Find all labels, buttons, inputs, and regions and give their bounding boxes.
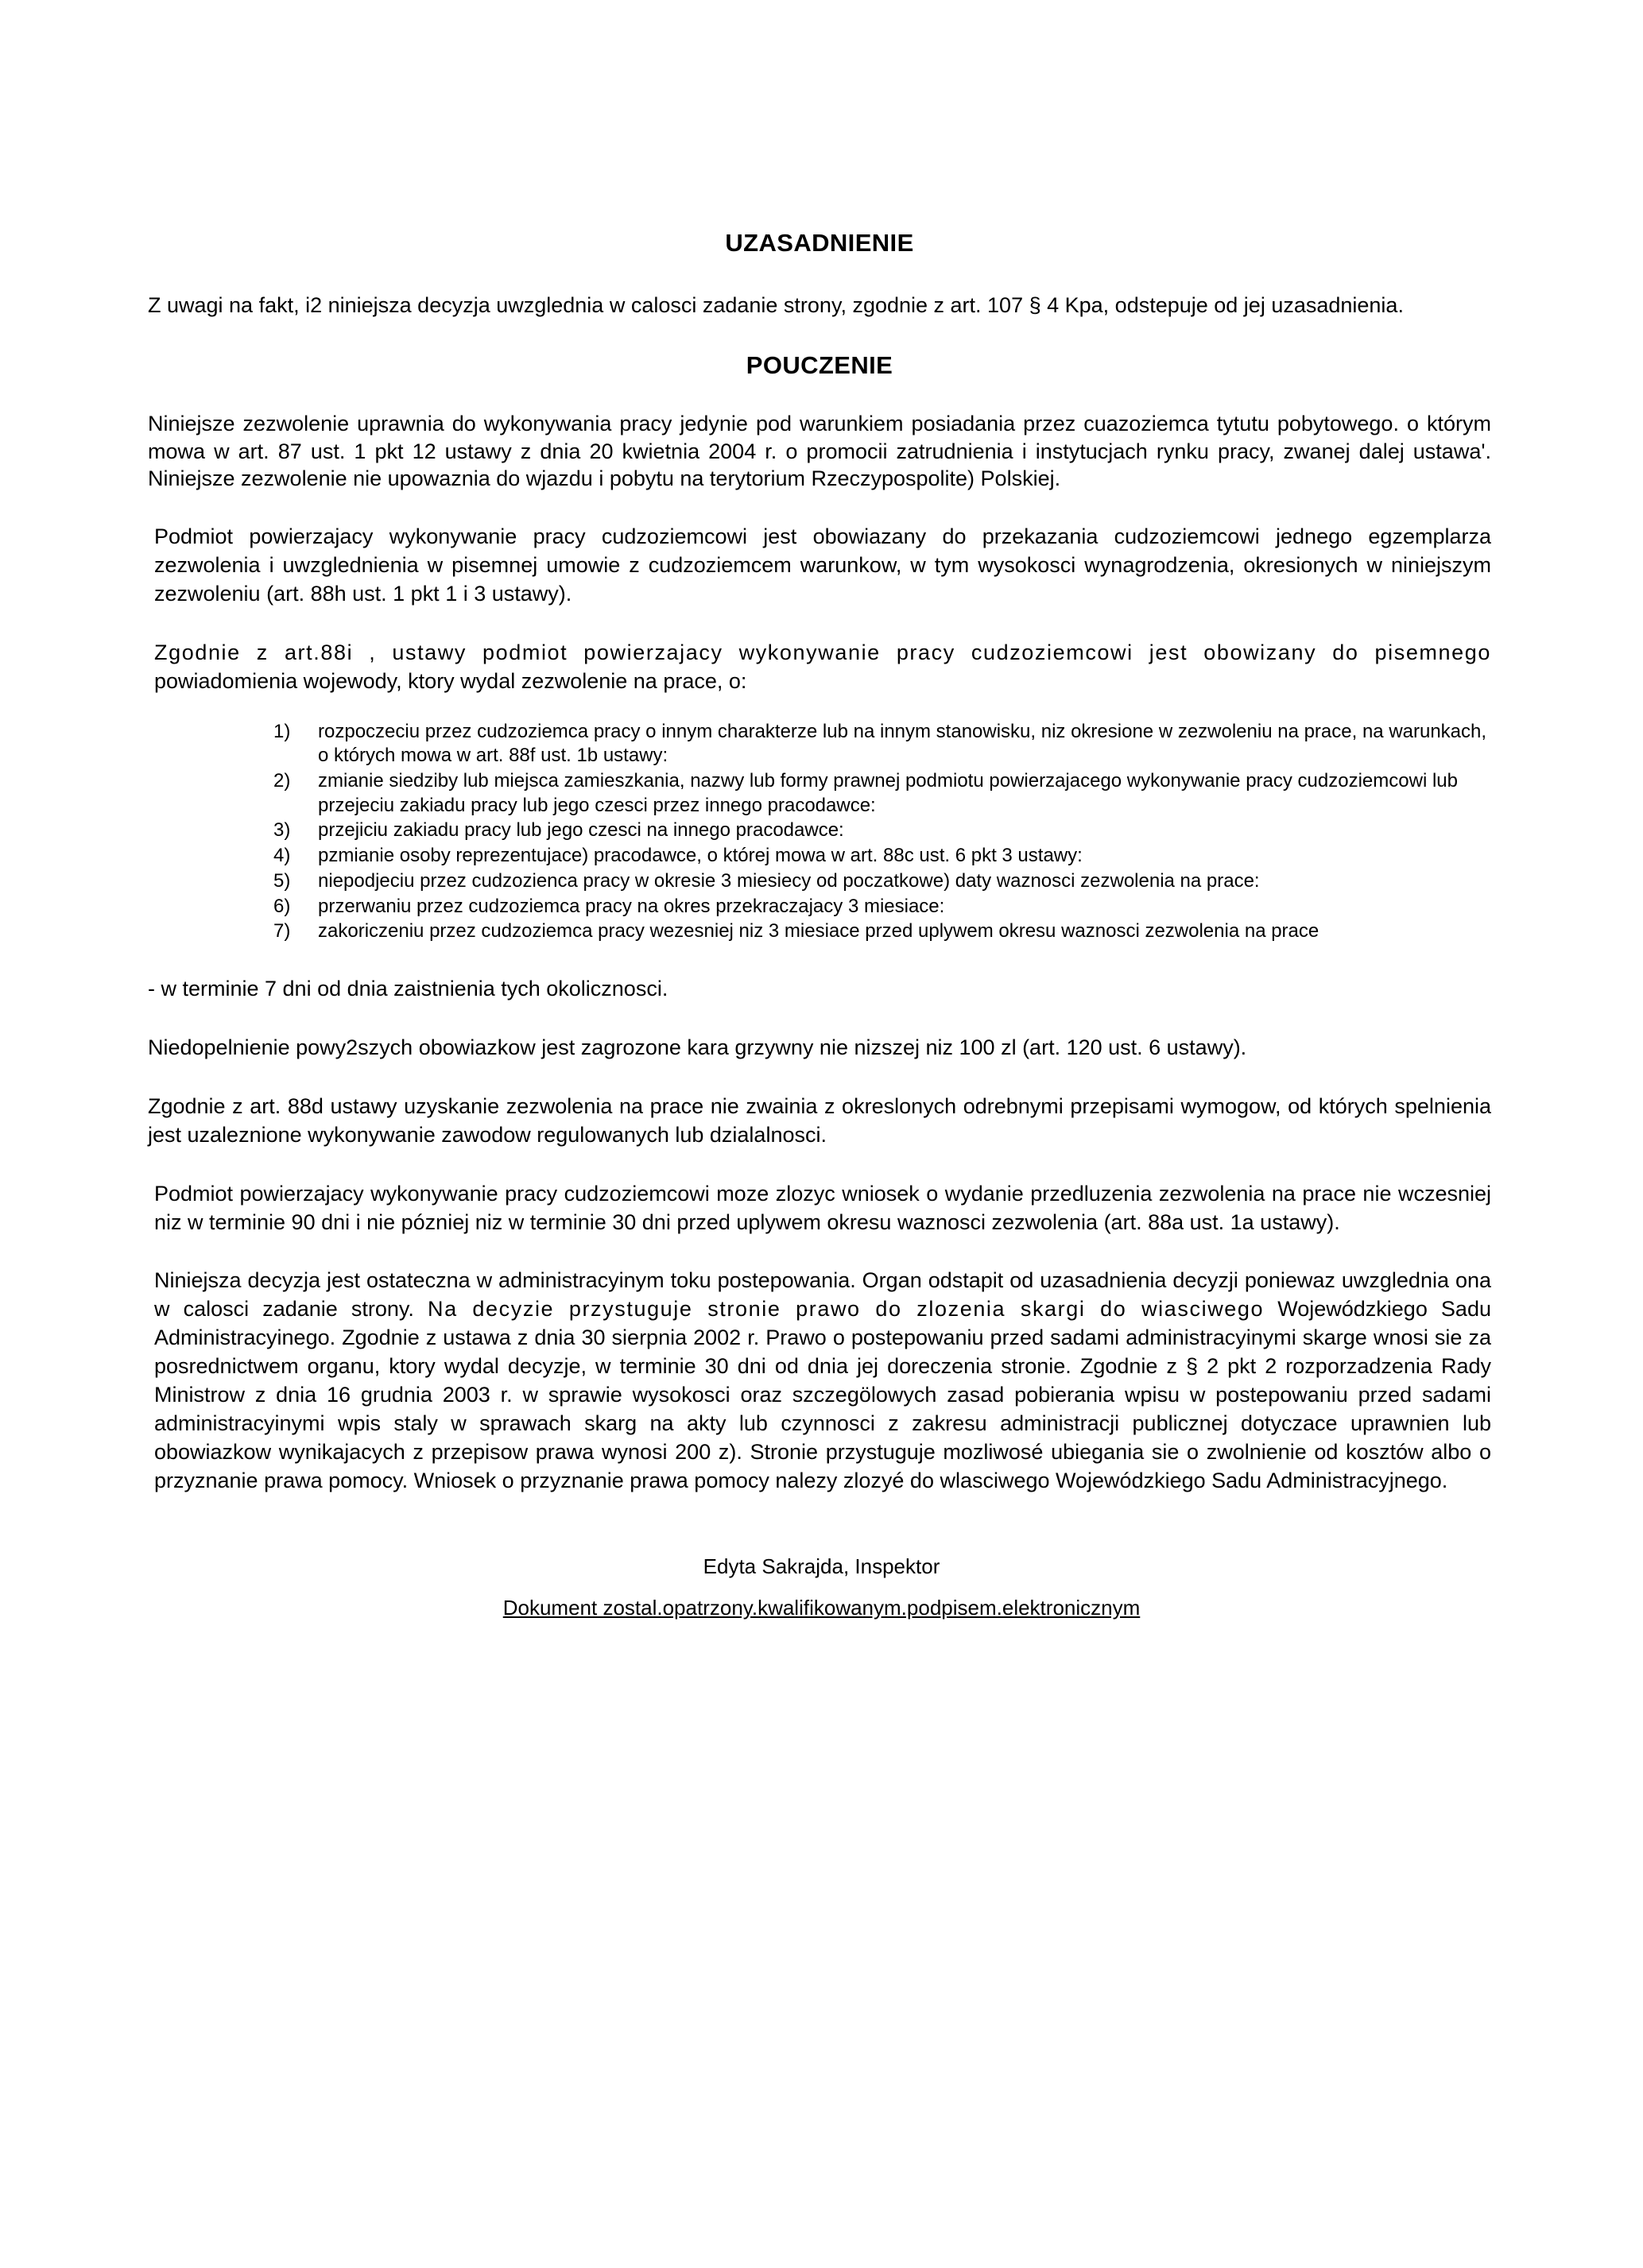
list-item bbox=[259, 819, 1491, 843]
paragraph-7: Podmiot powierzajacy wykonywanie pracy cudzoziemcowi moze zlozyc wniosek o wydanie przedluzenia zezwolenia na prace nie wczesniej niz w terminie 90 dni i nie pózniej niz w terminie 30 dni przed uplywem okresu waznosci zezwolenia (art. 88a ust. 1a ustawy). bbox=[154, 1181, 1491, 1234]
paragraph-deadline: - w terminie 7 dni od dnia zaistnienia tych okolicznosci. bbox=[148, 977, 668, 1001]
list-item bbox=[259, 869, 1491, 894]
heading-uzasadnienie: UZASADNIENIE bbox=[725, 229, 914, 257]
notification-list bbox=[259, 696, 1491, 944]
list-item-text: zakoriczeniu przez cudzoziemca pracy wezesniej niz 3 miesiace przed uplywem okresu waznosci zezwolenia na prace bbox=[318, 920, 1319, 942]
electronic-signature-note: Dokument zostal.opatrzony.kwalifikowanym.podpisem.elektronicznym bbox=[502, 1595, 1141, 1620]
list-item-text: niepodjeciu przez cudzozienca pracy w okresie 3 miesiecy od poczatkowe) daty waznosci zezwolenia na prace: bbox=[318, 869, 1260, 892]
notification-list-wrapper bbox=[148, 696, 1491, 944]
list-item-number: 2) bbox=[273, 770, 291, 791]
list-item bbox=[259, 844, 1491, 869]
list-item-number: 1) bbox=[273, 720, 291, 742]
list-item-text: przerwaniu przez cudzoziemca pracy na okres przekraczajacy 3 miesiace: bbox=[318, 895, 945, 917]
paragraph-3-rest: powiadomienia wojewody, ktory wydal zezwolenie na prace, o: bbox=[154, 668, 747, 693]
heading-pouczenie: POUCZENIE bbox=[746, 351, 893, 380]
document-body bbox=[148, 0, 1491, 1496]
paragraph-uzasadnienie: Z uwagi na fakt, i2 niniejsza decyzja uwzglednia w calosci zadanie strony, zgodnie z art. 107 § 4 Kpa, odstepuje od jej uzasadnienia. bbox=[148, 293, 1404, 317]
list-item bbox=[259, 769, 1491, 818]
list-item-number: 7) bbox=[273, 920, 291, 942]
list-item bbox=[259, 895, 1491, 919]
paragraph-2: Podmiot powierzajacy wykonywanie pracy cudzoziemcowi jest obowiazany do przekazania cudzoziemcowi jednego egzemplarza zezwolenia i uwzglednienia w pisemnej umowie z cudzoziemcem warunkow, w tym wysokosci wynagrodzenia, okresionych w niniejszym zezwoleniu (art. 88h ust. 1 pkt 1 i 3 ustawy). bbox=[154, 524, 1491, 606]
paragraph-penalty: Niedopelnienie powy2szych obowiazkow jest zagrozone kara grzywny nie nizszej niz 100 zl (art. 120 ust. 6 ustawy). bbox=[148, 1035, 1247, 1059]
paragraph-appeal-part-a: Niniejsza decyzja jest ostateczna w administracyinym toku postepowania. Organ odstapit od uzasadnienia decyzji poniewaz uwzglednia ona w calosci zadanie strony. bbox=[154, 1268, 1491, 1322]
list-item-number: 5) bbox=[273, 869, 291, 892]
list-item bbox=[259, 720, 1491, 768]
signer-name: Edyta Sakrajda, Inspektor bbox=[703, 1554, 940, 1578]
paragraph-appeal-part-b: Wojewódzkiego Sadu Administracyinego. Zgodnie z ustawa z dnia 30 sierpnia 2002 r. Prawo o postepowaniu przed sadami administracyinymi skarge wnosi sie za posrednictwem organu, ktory wydal decyzje, w terminie 30 dni od dnia jej doreczenia stronie. Zgodnie z § 2 pkt 2 rozporzadzenia Rady Ministrow z dnia 16 grudnia 2003 r. w sprawie wysokosci oraz szczegölowych zasad pobierania wpisu w postepowaniu przed sadami administracyinymi wpis staly w sprawach skarg na akty lub czynnosci z zakresu administracji publicznej dotyczace uprawnien lub obowiazkow wynikajacych z przepisow prawa wynosi 200 z). Stronie przystuguje mozliwosé ubiegania sie o zwolnienie od kosztów albo o przyznanie prawa pomocy. Wniosek o przyznanie prawa pomocy nalezy zlozyé do wlasciwego Wojewódzkiego Sadu Administracyjnego. bbox=[154, 1297, 1491, 1492]
paragraph-appeal bbox=[148, 1237, 1491, 1495]
paragraph-3 bbox=[148, 609, 1491, 696]
list-item-text: rozpoczeciu przez cudzoziemca pracy o innym charakterze lub na innym stanowisku, niz okresione w zezwoleniu na prace, na warunkach, o których mowa w art. 88f ust. 1b ustawy: bbox=[318, 720, 1487, 767]
list-item-text: pzmianie osoby reprezentujace) pracodawce, o której mowa w art. 88c ust. 6 pkt 3 ustawy: bbox=[318, 845, 1083, 867]
list-item-number: 4) bbox=[273, 845, 291, 867]
list-item bbox=[259, 919, 1491, 944]
paragraph-3-emphasis: Zgodnie z art.88i , ustawy podmiot powierzajacy wykonywanie pracy cudzoziemcowi jest obowizany do pisemnego bbox=[154, 640, 1491, 664]
list-item-number: 6) bbox=[273, 895, 291, 917]
paragraph-appeal-emphasis: Na decyzie przystuguje stronie prawo do zlozenia skargi do wiasciwego bbox=[428, 1297, 1265, 1322]
list-item-text: zmianie siedziby lub miejsca zamieszkania, nazwy lub formy prawnej podmiotu powierzajacego wykonywanie pracy cudzoziemcowi lub przejeciu zakiadu pracy lub jego czesci przez innego pracodawce: bbox=[318, 770, 1458, 816]
paragraph-6: Zgodnie z art. 88d ustawy uzyskanie zezwolenia na prace nie zwainia z okreslonych odrebnymi przepisami wymogow, od których spelnienia jest uzaleznione wykonywanie zawodow regulowanych lub dzialalnosci. bbox=[148, 1093, 1491, 1147]
list-item-text: przejiciu zakiadu pracy lub jego czesci na innego pracodawce: bbox=[318, 819, 844, 842]
signature-block bbox=[0, 1554, 1643, 1622]
paragraph-1: Niniejsze zezwolenie uprawnia do wykonywania pracy jedynie pod warunkiem posiadania przez cuazoziemca tytutu pobytowego. o którym mowa w art. 87 ust. 1 pkt 12 ustawy z dnia 20 kwietnia 2004 r. o promocii zatrudnienia i instytucjach rynku pracy, zwanej dalej ustawa'. Niniejsze zezwolenie nie upowaznia do wjazdu i pobytu na terytorium Rzeczypospolite) Polskiej. bbox=[148, 412, 1491, 491]
list-item-number: 3) bbox=[273, 819, 291, 842]
